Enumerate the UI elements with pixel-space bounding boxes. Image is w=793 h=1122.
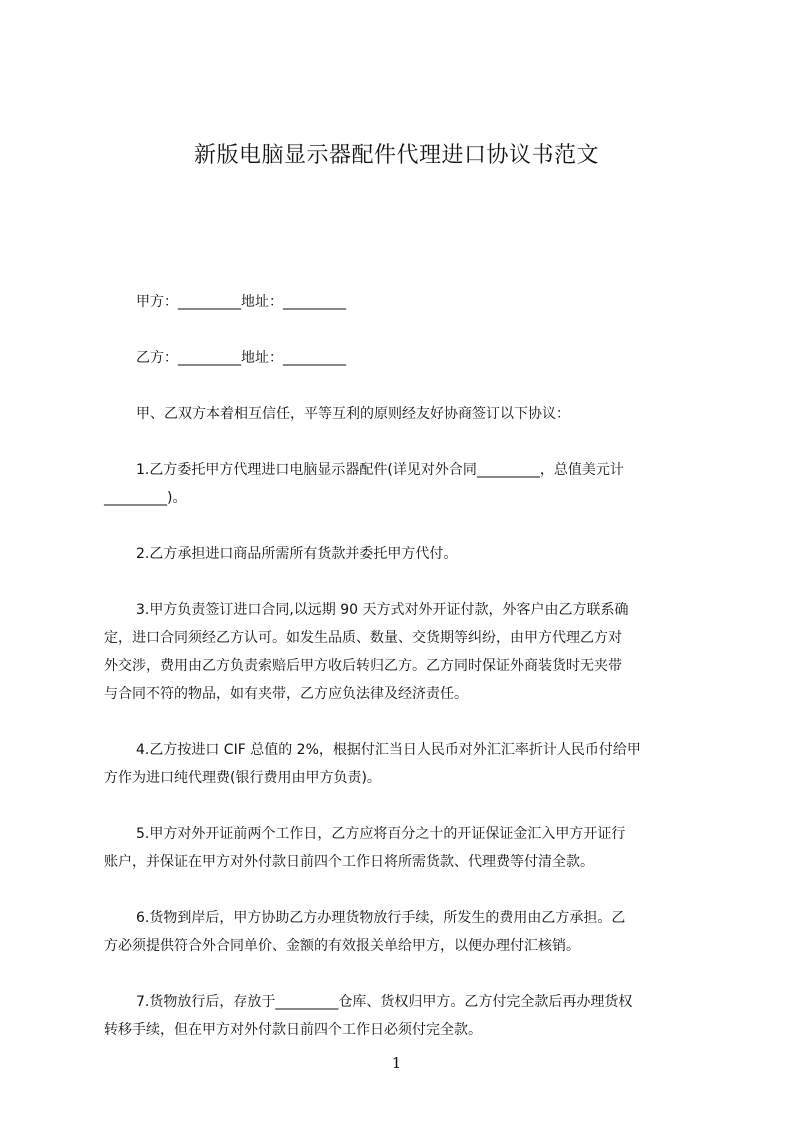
preamble: 甲、乙双方本着相互信任，平等互利的原则经友好协商签订以下协议： [136,406,570,422]
clause-line: 1.乙方委托甲方代理进口电脑显示器配件(详见对外合同_________，总值美元计 [136,462,624,478]
clause-line: 5.甲方对外开证前两个工作日，乙方应将百分之十的开证保证金汇入甲方开证行 [136,826,626,842]
clause-4 [104,736,700,792]
clause-5 [104,820,700,876]
clause-line: 7.货物放行后，存放于_________仓库、货权归甲方。乙方付完全款后再办理货权 [136,994,633,1010]
clause-1 [104,456,700,512]
party-b-line: 乙方：_________地址：_________ [136,350,346,366]
page-number: 1 [391,1054,402,1072]
clause-line: 转移手续，但在甲方对外付款日前四个工作日必须付完全款。 [104,1022,482,1038]
clause-line: 账户，并保证在甲方对外付款日前四个工作日将所需货款、代理费等付清全款。 [104,854,594,870]
clause-line: 定，进口合同须经乙方认可。如发生品质、数量、交货期等纠纷，由甲方代理乙方对 [104,630,622,646]
party-a-line: 甲方：_________地址：_________ [136,294,346,310]
clause-line: 6.货物到岸后，甲方协助乙方办理货物放行手续，所发生的费用由乙方承担。乙 [136,910,626,926]
clause-line: 方必须提供符合外合同单价、金额的有效报关单给甲方，以便办理付汇核销。 [104,938,580,954]
clause-line: 与合同不符的物品，如有夹带，乙方应负法律及经济责任。 [104,686,468,702]
clause-line: 4.乙方按进口 CIF 总值的 2%，根据付汇当日人民币对外汇汇率折计人民币付给甲 [136,742,641,758]
clause-line: 2.乙方承担进口商品所需所有货款并委托甲方代付。 [136,546,458,562]
clause-6 [104,904,700,960]
clause-line: 3.甲方负责签订进口合同,以远期 90 天方式对外开证付款，外客户由乙方联系确 [136,602,629,618]
clause-line: 外交涉，费用由乙方负责索赔后甲方收后转归乙方。乙方同时保证外商装货时无夹带 [104,658,622,674]
clause-3 [104,596,700,708]
clause-7 [104,988,700,1044]
clause-2 [104,540,700,568]
clause-line: 方作为进口纯代理费(银行费用由甲方负责)。 [104,770,381,786]
clause-line: _________)。 [104,490,187,506]
document-title: 新版电脑显示器配件代理进口协议书范文 [193,143,599,168]
document-body [104,288,700,1044]
